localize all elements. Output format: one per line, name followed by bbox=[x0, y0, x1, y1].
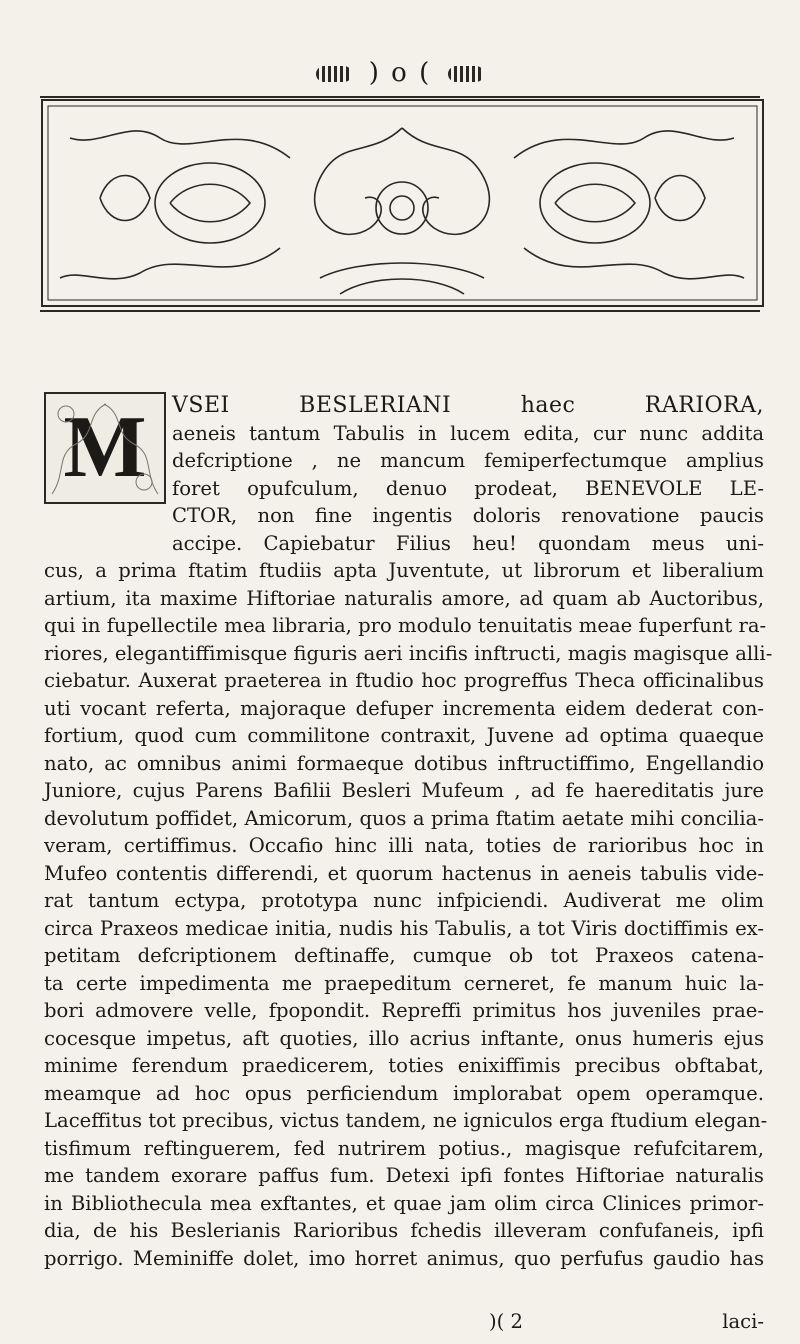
text-line: bori admovere velle, fpopondit. Repreffi primitus hos juveniles prae- bbox=[44, 999, 764, 1022]
text-line: tisfimum reftinguerem, fed nutrirem potius., magisque refufcitarem, bbox=[44, 1136, 764, 1160]
text-line: porrigo. Meminiffe dolet, imo horret animus, quo perfufus gaudio has bbox=[44, 1246, 764, 1270]
body-text bbox=[44, 392, 773, 1272]
signature-mark: )( 2 bbox=[489, 1310, 523, 1333]
text-line: foret opufculum, denuo prodeat, BENEVOLE LE- bbox=[172, 476, 764, 500]
text-line: accipe. Capiebatur Filius heu! quondam meus uni- bbox=[172, 531, 764, 555]
initial-letter: M bbox=[63, 399, 147, 496]
text-line: CTOR, non fine ingentis doloris renovatione paucis bbox=[172, 504, 764, 527]
text-line: qui in fupellectile mea libraria, pro modulo tenuitatis meae fuperfunt ra- bbox=[44, 614, 767, 637]
text-line: cus, a prima ftatim ftudiis apta Juventute, ut librorum et liberalium bbox=[44, 559, 764, 582]
text-line: rat tantum ectypa, prototypa nunc infpiciendi. Audiverat me olim bbox=[44, 889, 764, 912]
text-line: meamque ad hoc opus perficiendum implorabat opem operamque. bbox=[44, 1081, 764, 1105]
text-line: cocesque impetus, aft quoties, illo acrius inftante, onus humeris ejus bbox=[44, 1026, 764, 1050]
text-line: uti vocant referta, majoraque defuper incrementa eidem dederat con- bbox=[44, 696, 764, 720]
text-line: riores, elegantiffimisque figuris aeri incifis inftructi, magis magisque alli- bbox=[44, 641, 773, 665]
text-line: defcriptione , ne mancum femiperfectumque amplius bbox=[172, 449, 764, 472]
text-line: Mufeo contentis differendi, et quorum hactenus in aeneis tabulis vide- bbox=[44, 861, 764, 885]
header-text: ) o ( bbox=[368, 58, 432, 88]
text-line: minime ferendum praedicerem, toties enixiffimis precibus obftabat, bbox=[44, 1054, 764, 1077]
header-ornament-left bbox=[316, 66, 352, 82]
text-line: ta certe impedimenta me praepeditum cerneret, fe manum huic la- bbox=[44, 971, 764, 995]
text-line: in Bibliothecula mea exftantes, et quae jam olim circa Clinices primor- bbox=[44, 1191, 764, 1215]
header-ornament-right bbox=[448, 66, 484, 82]
text-line: artium, ita maxime Hiftoriae naturalis amore, ad quam ab Auctoribus, bbox=[44, 586, 764, 610]
text-line: veram, certiffimus. Occafio hinc illi nata, toties de rarioribus hoc in bbox=[44, 834, 764, 857]
text-line: me tandem exorare paffus fum. Detexi ipfi fontes Hiftoriae naturalis bbox=[44, 1164, 764, 1187]
text-line: ciebatur. Auxerat praeterea in ftudio hoc progreffus Theca officinalibus bbox=[44, 669, 764, 692]
text-line: fortium, quod cum commilitone contraxit, Juvene ad optima quaeque bbox=[44, 724, 764, 747]
text-line: dia, de his Beslerianis Rarioribus fchedis illeveram confufaneis, ipfi bbox=[44, 1219, 764, 1242]
catchword: laci- bbox=[722, 1310, 764, 1333]
text-line: nato, ac omnibus animi formaeque dotibus inftructiffimo, Engellandio bbox=[44, 751, 764, 775]
text-line: VSEI BESLERIANI haec RARIORA, bbox=[172, 393, 764, 418]
text-line: petitam defcriptionem deftinaffe, cumque ob tot Praxeos catena- bbox=[44, 944, 764, 967]
text-line: aeneis tantum Tabulis in lucem edita, cur nunc addita bbox=[172, 421, 764, 445]
floral-headpiece bbox=[40, 98, 765, 308]
text-line: circa Praxeos medicae initia, nudis his Tabulis, a tot Viris doctiffimis ex- bbox=[44, 916, 764, 940]
text-line: Juniore, cujus Parens Bafilii Besleri Mufeum , ad fe haereditatis jure bbox=[44, 779, 764, 802]
text-line: devolutum poffidet, Amicorum, quos a prima ftatim aetate mihi concilia- bbox=[44, 806, 764, 830]
headpiece-rule bbox=[40, 310, 760, 312]
text-line: Laceffitus tot precibus, victus tandem, ne igniculos erga ftudium elegan- bbox=[44, 1109, 768, 1132]
running-header bbox=[0, 58, 800, 88]
